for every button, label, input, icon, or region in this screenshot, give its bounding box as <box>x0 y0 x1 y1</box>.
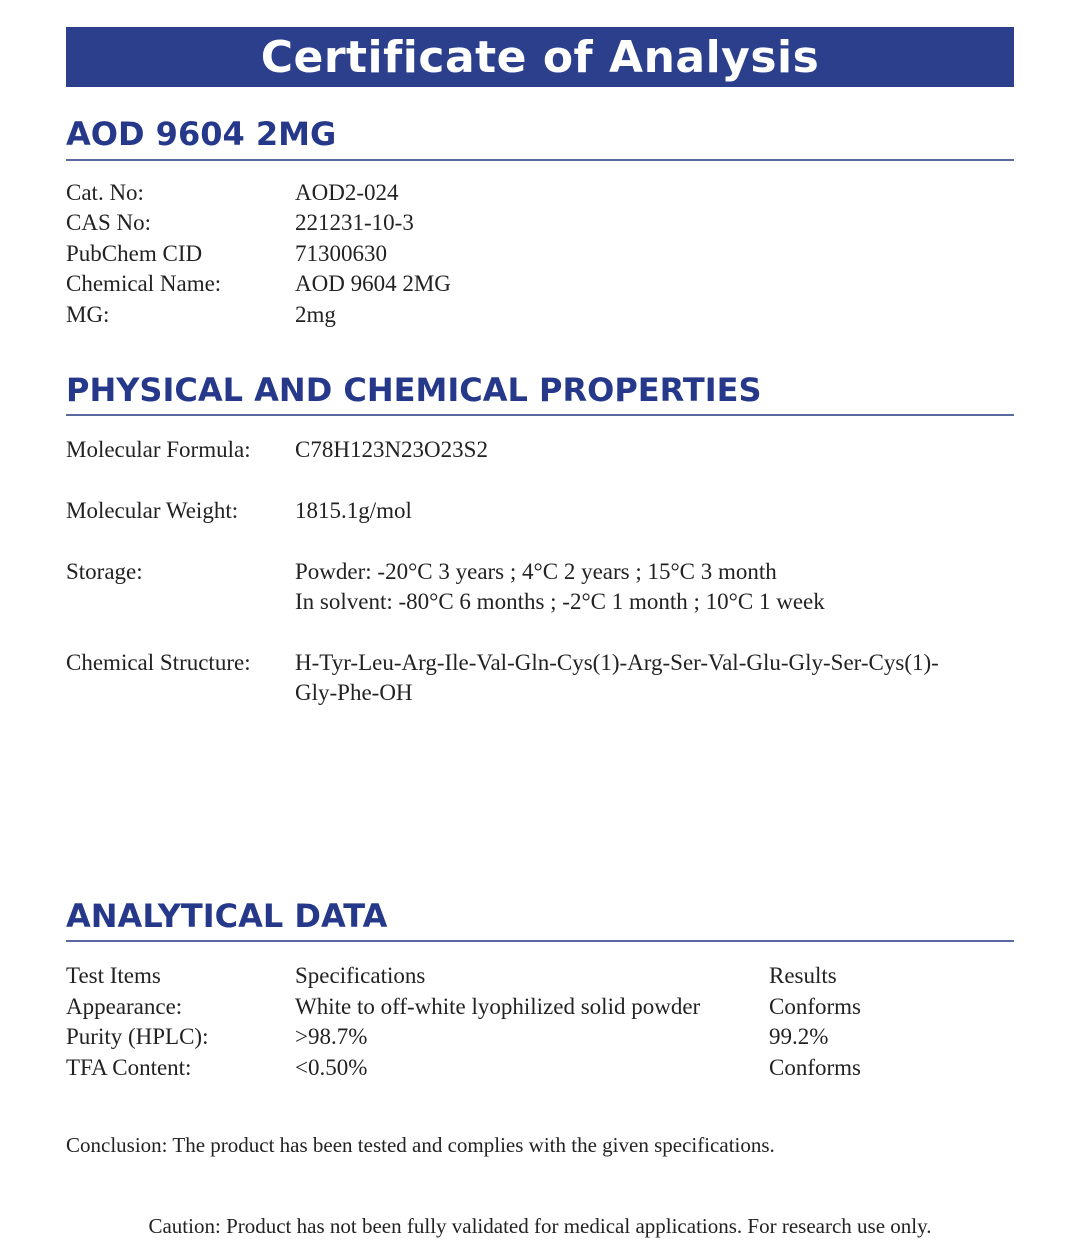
info-label: PubChem CID <box>66 241 203 266</box>
chemical-structure-sequence <box>295 648 939 708</box>
column-header-specifications: Specifications <box>295 963 426 988</box>
structure-line-1: H-Tyr-Leu-Arg-Ile-Val-Gln-Cys(1)-Arg-Ser-Val-Glu-Gly-Ser-Cys(1)- <box>295 650 939 675</box>
property-label: Chemical Structure: <box>66 650 251 675</box>
test-item: TFA Content: <box>66 1055 192 1080</box>
property-label: Molecular Formula: <box>66 437 251 462</box>
property-value: 1815.1g/mol <box>295 498 412 523</box>
section-divider <box>66 414 1014 416</box>
test-specification: White to off-white lyophilized solid powder <box>295 994 701 1019</box>
property-label: Storage: <box>66 559 143 584</box>
properties-heading: PHYSICAL AND CHEMICAL PROPERTIES <box>66 371 762 409</box>
analytical-heading: ANALYTICAL DATA <box>66 897 388 935</box>
column-header-test-items: Test Items <box>66 963 161 988</box>
column-header-results: Results <box>769 963 837 988</box>
conclusion-text: Conclusion: The product has been tested and complies with the given specifications. <box>66 1133 775 1157</box>
test-result: Conforms <box>769 1055 861 1080</box>
product-heading: AOD 9604 2MG <box>66 115 337 153</box>
info-value: AOD2-024 <box>295 180 399 205</box>
document-title: Certificate of Analysis <box>260 31 820 83</box>
section-divider <box>66 159 1014 161</box>
test-item: Appearance: <box>66 994 183 1019</box>
info-label: CAS No: <box>66 210 151 235</box>
test-item: Purity (HPLC): <box>66 1024 209 1049</box>
test-result: Conforms <box>769 994 861 1019</box>
info-label: Cat. No: <box>66 180 144 205</box>
property-value: C78H123N23O23S2 <box>295 437 488 462</box>
caution-text: Caution: Product has not been fully validated for medical applications. For research use only. <box>148 1214 932 1238</box>
info-label: MG: <box>66 302 110 327</box>
info-value: 221231-10-3 <box>295 210 414 235</box>
info-value: 71300630 <box>295 241 387 266</box>
test-specification: <0.50% <box>295 1055 368 1080</box>
storage-solvent-line: In solvent: -80°C 6 months ; -2°C 1 month ; 10°C 1 week <box>295 589 825 614</box>
title-banner <box>66 27 1014 87</box>
info-value: AOD 9604 2MG <box>295 271 451 296</box>
section-divider <box>66 940 1014 942</box>
info-value: 2mg <box>295 302 336 327</box>
storage-conditions <box>295 557 825 617</box>
info-label: Chemical Name: <box>66 271 222 296</box>
test-specification: >98.7% <box>295 1024 368 1049</box>
storage-powder-line: Powder: -20°C 3 years ; 4°C 2 years ; 15°C 3 month <box>295 559 777 584</box>
structure-line-2: Gly-Phe-OH <box>295 680 413 705</box>
property-label: Molecular Weight: <box>66 498 239 523</box>
test-result: 99.2% <box>769 1024 829 1049</box>
